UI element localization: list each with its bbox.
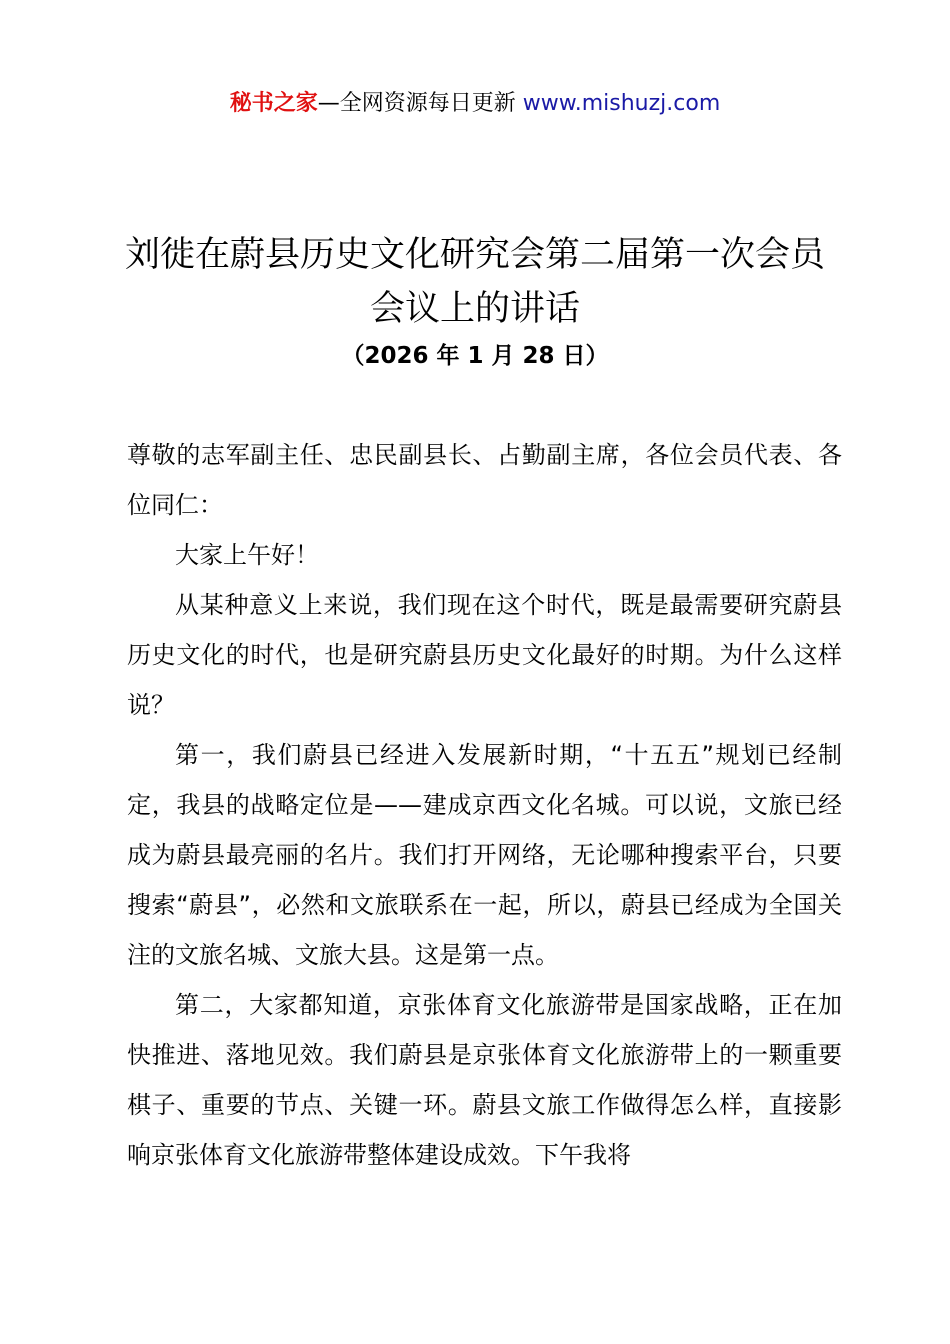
site-brand: 秘书之家 xyxy=(229,91,318,116)
site-header xyxy=(0,88,950,120)
site-url-link[interactable]: www.mishuzj.com xyxy=(522,91,721,116)
site-tagline: —全网资源每日更新 xyxy=(317,91,516,116)
document-title: 刘徙在蔚县历史文化研究会第二届第一次会员会议上的讲话 xyxy=(124,235,825,329)
document-body xyxy=(127,430,842,1180)
salutation: 尊敬的志军副主任、忠民副县长、占勤副主席，各位会员代表、各位同仁： xyxy=(127,441,842,519)
paragraph-greeting: 大家上午好！ xyxy=(175,541,319,569)
document-date: （2026 年 1 月 28 日） xyxy=(341,343,609,369)
paragraph-intro: 从某种意义上来说，我们现在这个时代，既是最需要研究蔚县历史文化的时代，也是研究蔚县历史文化最好的时期。为什么这样说？ xyxy=(127,591,842,719)
paragraph-first-point: 第一，我们蔚县已经进入发展新时期，“十五五”规划已经制定，我县的战略定位是——建成京西文化名城。可以说，文旅已经成为蔚县最亮丽的名片。我们打开网络，无论哪种搜索平台，只要搜索“蔚县”，必然和文旅联系在一起，所以，蔚县已经成为全国关注的文旅名城、文旅大县。这是第一点。 xyxy=(127,741,842,969)
paragraph-second-point: 第二，大家都知道，京张体育文化旅游带是国家战略，正在加快推进、落地见效。我们蔚县是京张体育文化旅游带上的一颗重要棋子、重要的节点、关键一环。蔚县文旅工作做得怎么样，直接影响京张体育文化旅游带整体建设成效。下午我将 xyxy=(127,991,842,1169)
